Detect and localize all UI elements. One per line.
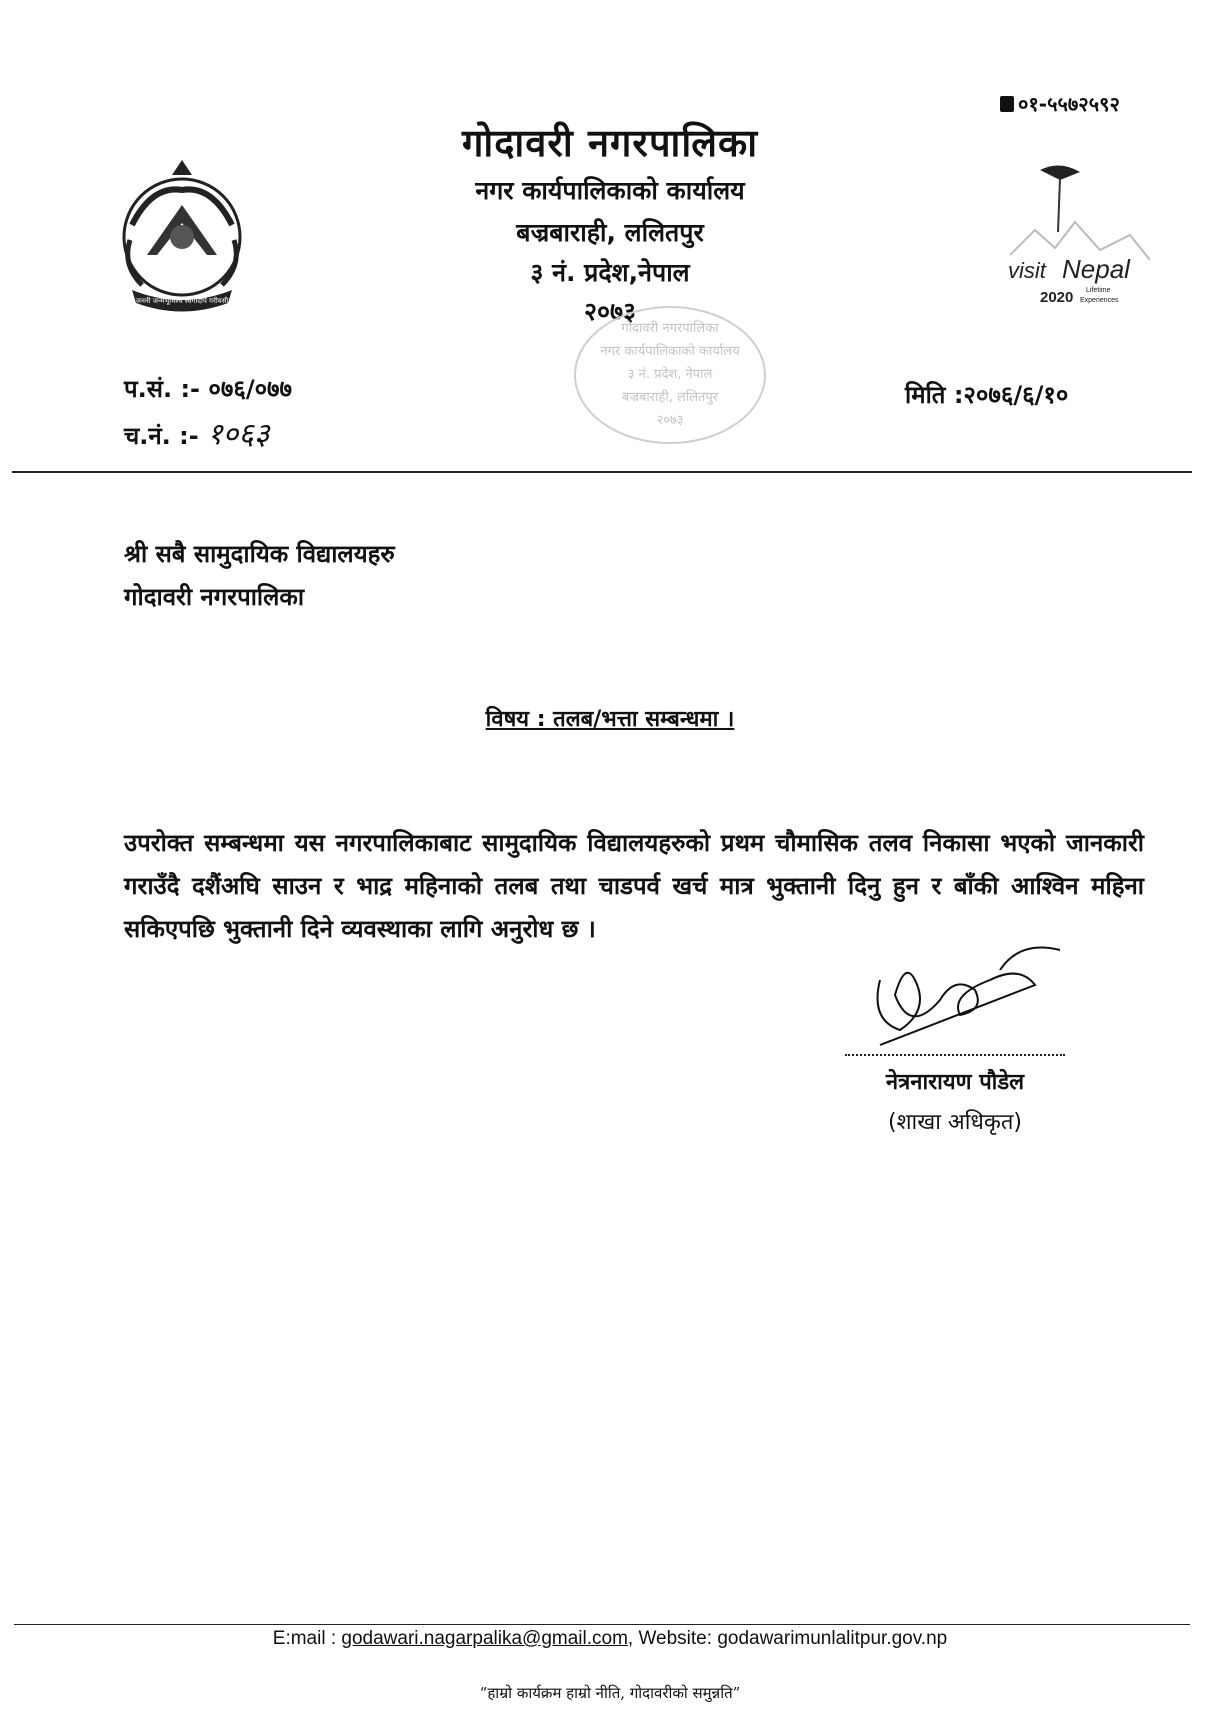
addressee-line-2: गोदावरी नगरपालिका — [124, 583, 305, 611]
nepal-text: Nepal — [1062, 254, 1130, 284]
letter-date: मिति :२०७६/६/१० — [905, 381, 1069, 409]
org-name: गोदावरी नगरपालिका — [461, 121, 759, 165]
website-link[interactable]: godawarimunlalitpur.gov.np — [717, 1628, 948, 1649]
signatory-title: (शाखा अधिकृत) — [888, 1110, 1022, 1135]
footer-divider — [14, 1624, 1190, 1625]
signature-dotted-line — [845, 1054, 1065, 1056]
letter-body: उपरोक्त सम्बन्धमा यस नगरपालिकाबाट सामुदायिक विद्यालयहरुको प्रथम चौमासिक तलव निकासा भएको जानकारी गराउँदै दशैंअघि साउन र भाद्र महिनाको तलब तथा चाडपर्व खर्च मात्र भुक्तानी दिनु हुन र बाँकी आश्विन महिना सकिएपछि भुक्तानी दिने व्यवस्थाका लागि अनुरोध छ । — [124, 829, 1144, 943]
dispatch-number: च.नं. :- १०६३ — [124, 417, 270, 452]
stamp-line-2: नगर कार्यपालिकाको कार्यालय — [600, 344, 740, 359]
reference-number: प.सं. :- ०७६/०७७ — [124, 375, 293, 403]
addressee-line-1: श्री सबै सामुदायिक विद्यालयहरु — [124, 540, 395, 568]
visit-year: 2020 — [1040, 289, 1074, 306]
stamp-line-5: २०७३ — [656, 413, 684, 428]
visit-nepal-logo-icon — [1000, 160, 1150, 320]
subject-line: विषय : तलब/भत्ता सम्बन्धमा । — [485, 707, 735, 732]
office-year: २०७३ — [583, 297, 636, 326]
stamp-line-1: गोदावरी नगरपालिका — [621, 321, 719, 336]
stamp-line-3: ३ नं. प्रदेश, नेपाल — [627, 367, 713, 382]
emblem-caption: जननी जन्मभूमिश्च स्वर्गादपि गरीयसी — [135, 297, 229, 305]
signatory-name: नेत्रनारायण पौडेल — [885, 1070, 1025, 1095]
footer-motto: “हाम्रो कार्यक्रम हाम्रो नीति, गोदावरीको समुन्नति” — [479, 1684, 741, 1702]
office-province: ३ नं. प्रदेश,नेपाल — [530, 258, 690, 287]
visit-tag-experiences: Experiences — [1080, 297, 1119, 304]
office-location: बज्रबाराही, ललितपुर — [516, 218, 704, 247]
visit-text: visit — [1008, 258, 1046, 283]
footer-contact: E:mail : godawari.nagarpalika@gmail.com, Website: godawarimunlalitpur.gov.np — [272, 1628, 948, 1649]
visit-tag-lifetime: Lifetime — [1086, 287, 1111, 294]
office-stamp — [565, 300, 775, 450]
header-divider — [12, 471, 1192, 473]
signature-icon — [860, 940, 1060, 1050]
office-name: नगर कार्यपालिकाको कार्यालय — [475, 176, 745, 205]
stamp-line-4: बज्रबाराही, ललितपुर — [621, 390, 719, 405]
email-link[interactable]: godawari.nagarpalika@gmail.com — [341, 1628, 628, 1649]
phone-number: ०१-५५७२५९२ — [1000, 90, 1120, 117]
phone-icon — [1000, 96, 1014, 112]
